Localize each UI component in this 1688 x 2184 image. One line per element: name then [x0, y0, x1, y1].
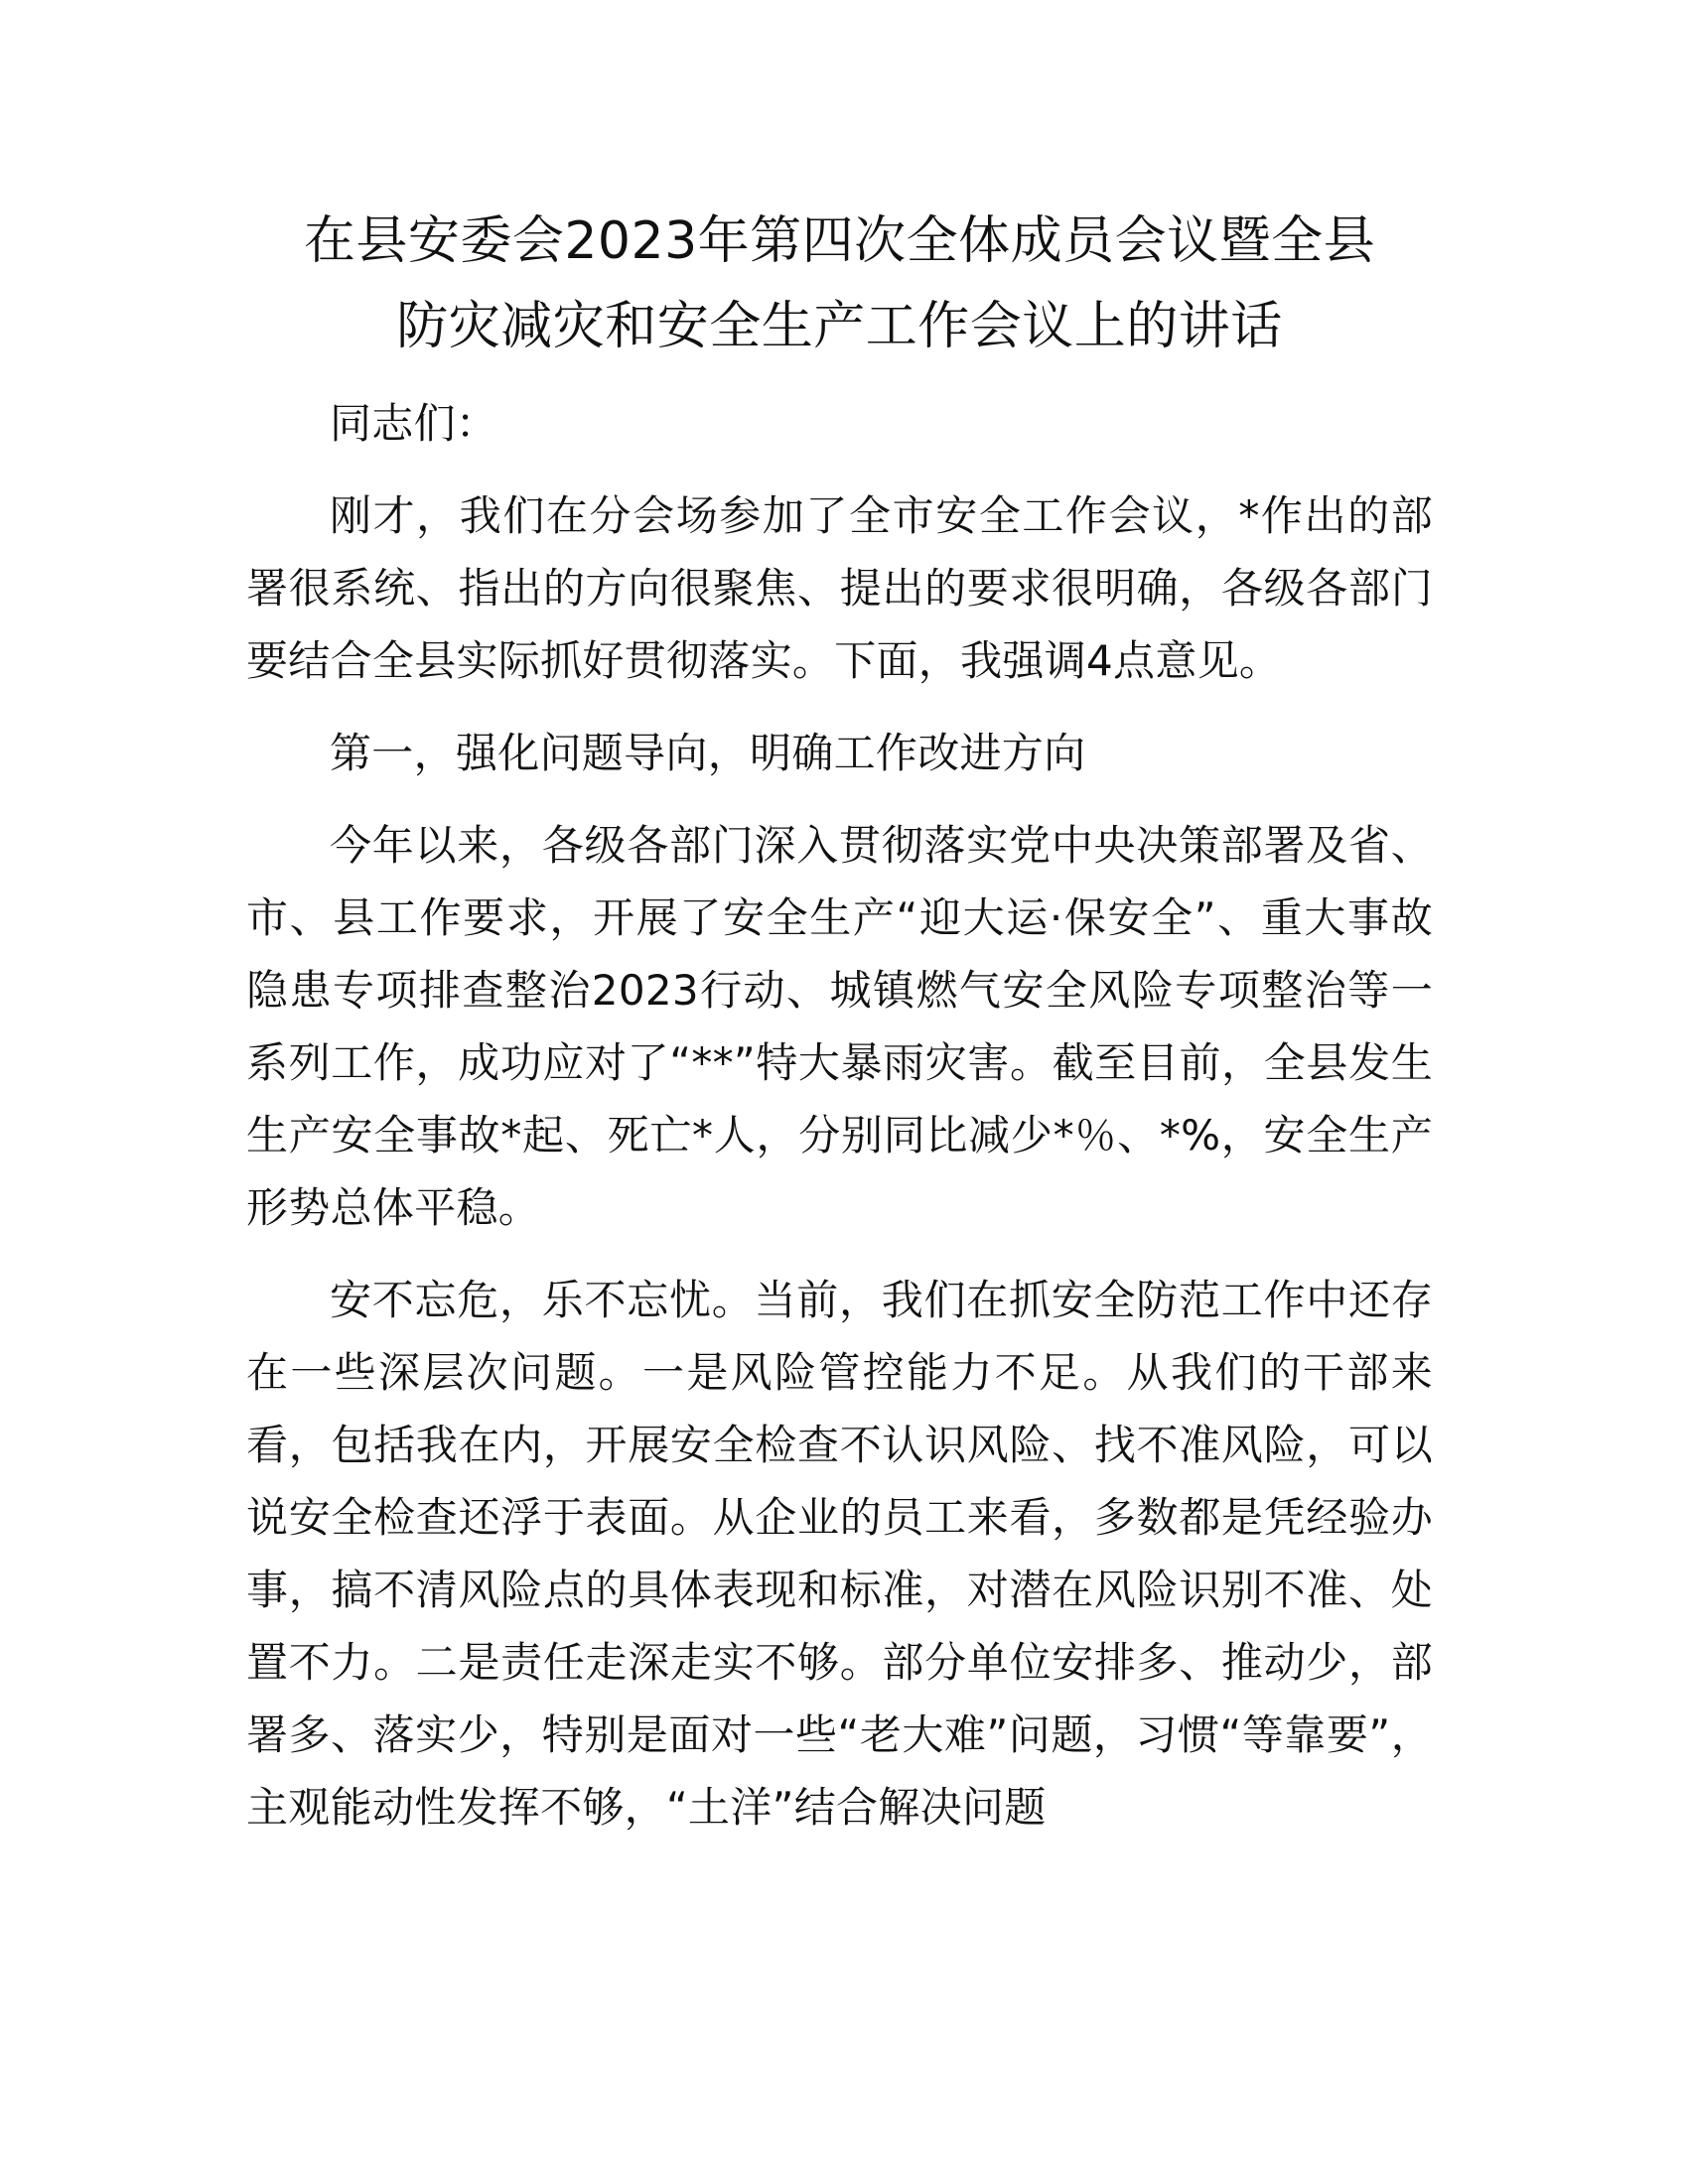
title-line-2: 防灾减灾和安全生产工作会议上的讲话 — [396, 297, 1283, 356]
document-body — [246, 199, 1433, 1843]
title-line-1: 在县安委会2023年第四次全体成员会议暨全县 — [303, 211, 1376, 271]
paragraph-intro: 刚才，我们在分会场参加了全市安全工作会议，*作出的部署很系统、指出的方向很聚焦、提出的要求很明确，各级各部门要结合全县实际抓好贯彻落实。下面，我强调4点意见。 — [246, 491, 1433, 685]
paragraph-problems: 安不忘危，乐不忘忧。当前，我们在抓安全防范工作中还存在一些深层次问题。一是风险管控能力不足。从我们的干部来看，包括我在内，开展安全检查不认识风险、找不准风险，可以说安全检查还浮于表面。从企业的员工来看，多数都是凭经验办事，搞不清风险点的具体表现和标准，对潜在风险识别不准、处置不力。二是责任走深走实不够。部分单位安排多、推动少，部署多、落实少，特别是面对一些“老大难”问题，习惯“等靠要”，主观能动性发挥不够，“土洋”结合解决问题 — [246, 1276, 1433, 1832]
salutation: 同志们： — [330, 399, 498, 448]
paragraph-progress: 今年以来，各级各部门深入贯彻落实党中央决策部署及省、市、县工作要求，开展了安全生产“迎大运·保安全”、重大事故隐患专项排查整治2023行动、城镇燃气安全风险专项整治等一系列工作，成功应对了“**”特大暴雨灾害。截至目前，全县发生生产安全事故*起、死亡*人，分别同比减少*％、*%，安全生产形势总体平稳。 — [246, 821, 1433, 1232]
document-title — [246, 199, 1433, 369]
section-heading-1: 第一，强化问题导向，明确工作改进方向 — [330, 729, 1086, 777]
